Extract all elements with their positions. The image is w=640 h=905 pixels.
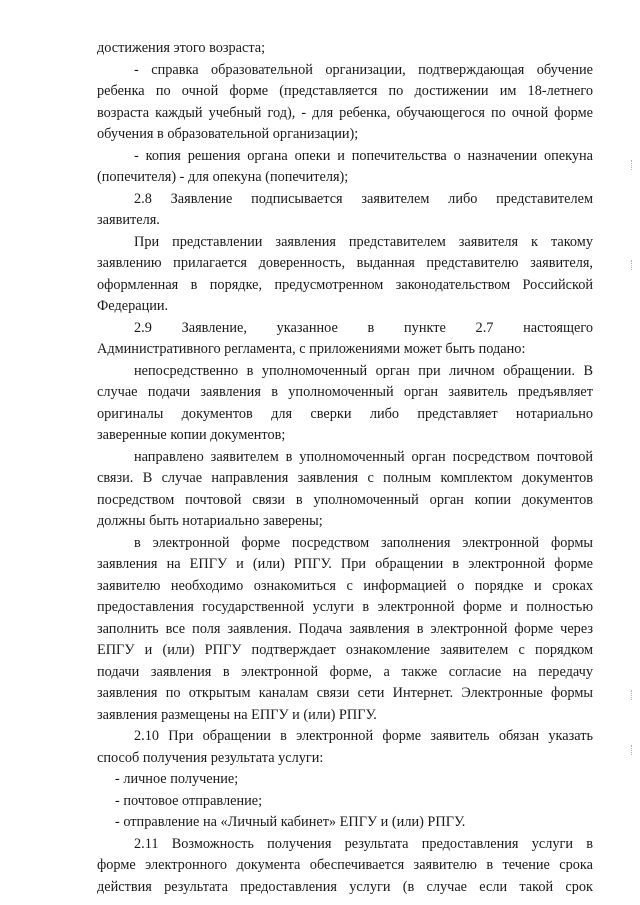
- text-line: 2.8 Заявление подписывается заявителем либо представителем: [134, 190, 593, 207]
- text-line: - почтовое отправление;: [115, 792, 263, 809]
- text-line: - копия решения органа опеки и попечительства о назначении опекуна: [134, 147, 593, 164]
- text-line: заверенные копии документов;: [97, 427, 286, 443]
- text-line: - отправление на «Личный кабинет» ЕПГУ и (или) РПГУ.: [115, 814, 466, 830]
- text-line: непосредственно в уполномоченный орган при личном обращении. В: [134, 362, 593, 379]
- text-line: заявления на ЕПГУ и (или) РПГУ. При обращении в электронной форме: [97, 556, 593, 572]
- text-line: возраста каждый учебный год), - для ребенка, обучающегося по очной форме: [97, 104, 593, 121]
- scan-edge-mark: [631, 690, 634, 700]
- text-line: предоставления государственной услуги в электронной форме и полностью: [97, 599, 593, 615]
- text-line: - личное получение;: [115, 771, 239, 787]
- text-line: ребенка по очной форме (представляется по достижении им 18-летнего: [97, 83, 593, 99]
- text-line: 2.10 При обращении в электронной форме заявитель обязан указать: [134, 728, 593, 744]
- text-line: достижения этого возраста;: [97, 40, 266, 56]
- text-line: 2.11 Возможность получения результата предоставления услуги в: [134, 835, 593, 852]
- text-line: 2.9 Заявление, указанное в пункте 2.7 настоящего: [134, 319, 593, 336]
- text-line: - справка образовательной организации, подтверждающая обучение: [134, 61, 593, 78]
- text-line: ЕПГУ и (или) РПГУ подтверждает ознакомление заявителем с порядком: [97, 642, 593, 658]
- text-line: заявлению прилагается доверенность, выданная представителю заявителя,: [97, 255, 593, 271]
- text-line: оформленная в порядке, предусмотренном законодательством Российской: [97, 276, 593, 293]
- text-line: При представлении заявления представителем заявителя к такому: [134, 233, 593, 250]
- text-line: Федерации.: [97, 298, 169, 314]
- text-line: действия результата предоставления услуги (в случае если такой срок: [97, 878, 593, 895]
- text-line: способ получения результата услуги:: [97, 749, 324, 766]
- scan-edge-mark: [631, 745, 634, 755]
- text-line: Административного регламента, с приложениями может быть подано:: [97, 341, 526, 357]
- text-line: в электронной форме посредством заполнения электронной формы: [134, 534, 593, 551]
- text-line: посредством почтовой связи в уполномоченный орган копии документов: [97, 491, 593, 508]
- text-line: оригиналы документов для сверки либо представляет нотариально: [97, 405, 593, 422]
- text-line: заявления по открытым каналам связи сети Интернет. Электронные формы: [97, 685, 593, 701]
- text-line: направлено заявителем в уполномоченный орган посредством почтовой: [134, 448, 593, 465]
- text-line: подачи заявления в электронной форме, а также согласие на передачу: [97, 663, 593, 680]
- text-line: (попечителя) - для опекуна (попечителя);: [97, 169, 349, 185]
- text-line: заявления размещены на ЕПГУ и (или) РПГУ.: [97, 706, 377, 723]
- scan-edge-mark: [631, 160, 634, 170]
- text-line: заполнить все поля заявления. Подача заявления в электронной форме через: [97, 620, 593, 637]
- text-line: случае подачи заявления в уполномоченный орган заявитель предъявляет: [97, 384, 593, 400]
- text-line: обучения в образовательной организации);: [97, 126, 359, 142]
- text-line: заявителю необходимо ознакомиться с информацией о порядке и сроках: [97, 577, 593, 594]
- text-line: форме электронного документа обеспечивается заявителю в течение срока: [97, 857, 593, 873]
- document-text: [97, 38, 593, 898]
- text-line: заявителя.: [97, 212, 160, 228]
- text-line: связи. В случае направления заявления с полным комплектом документов: [97, 470, 593, 486]
- text-line: должны быть нотариально заверены;: [97, 513, 323, 529]
- scan-edge-mark: [631, 260, 634, 270]
